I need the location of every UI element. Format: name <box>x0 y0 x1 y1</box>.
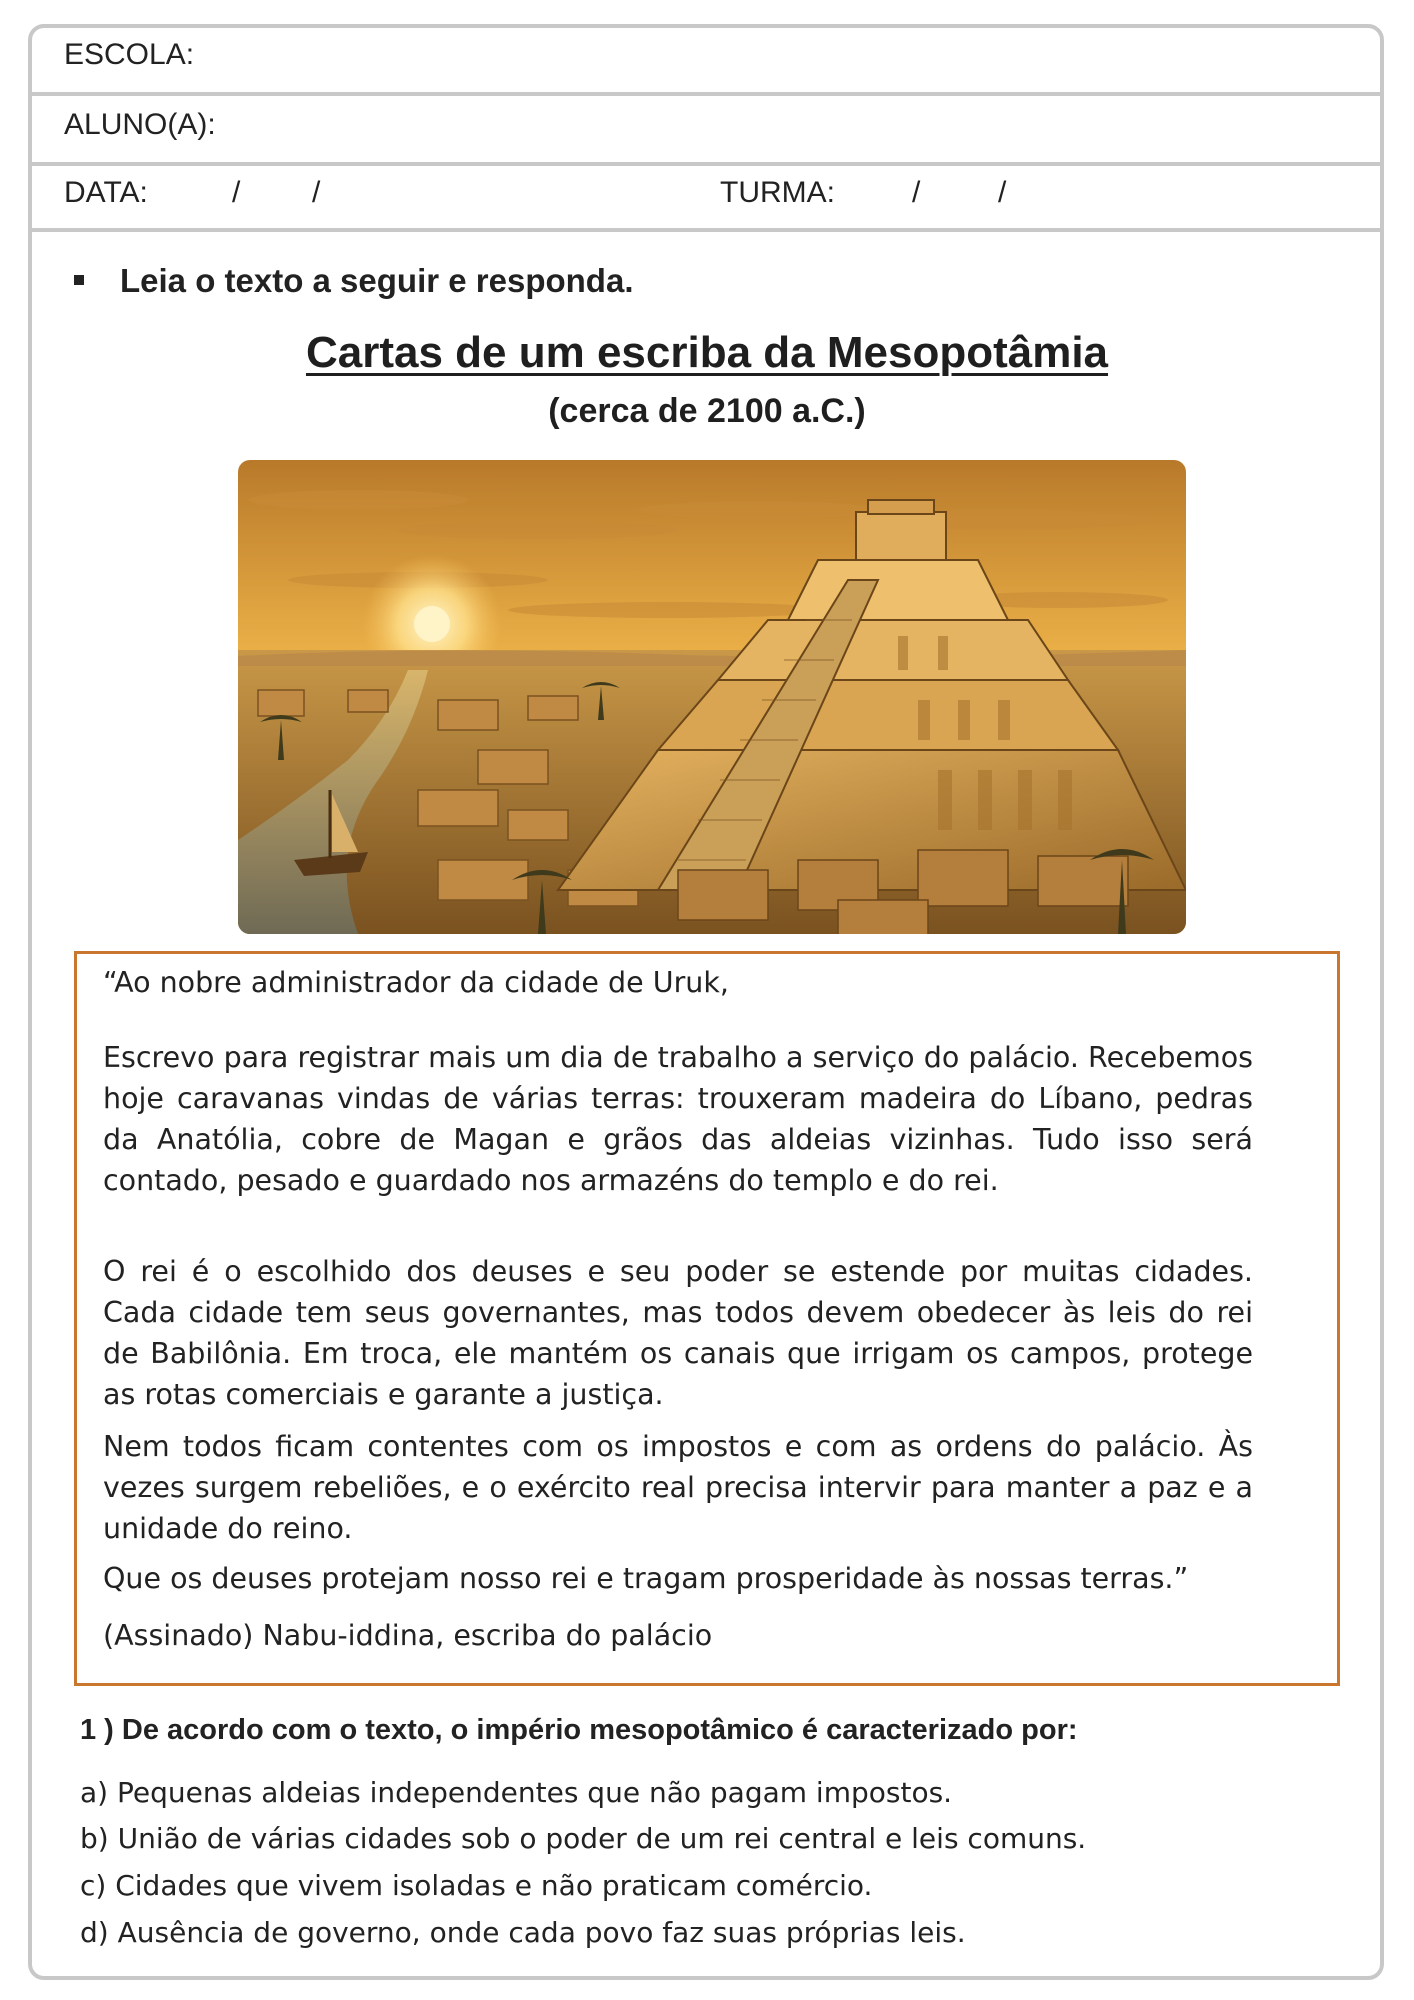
header-row-escola <box>28 24 1384 96</box>
letter-paragraph-4: Que os deuses protejam nosso rei e tragam prosperidade às nossas terras.” <box>103 1562 1189 1595</box>
turma-slash-2: / <box>998 176 1007 209</box>
ziggurat-illustration-svg <box>238 460 1186 934</box>
aluno-label: ALUNO(A): <box>64 108 216 141</box>
letter-paragraph-2: O rei é o escolhido dos deuses e seu poder se estende por muitas cidades. Cada cidade tem seus governantes, mas todos devem obedecer às leis do rei de Babilônia. Em troca, ele mantém os canais que irrigam os campos, protege as rotas comerciais e garante a justiça. <box>103 1255 1253 1411</box>
option-b[interactable]: b) União de várias cidades sob o poder de um rei central e leis comuns. <box>80 1822 1087 1855</box>
letter-paragraph-1: Escrevo para registrar mais um dia de trabalho a serviço do palácio. Recebemos hoje caravanas vindas de várias terras: trouxeram madeira do Líbano, pedras da Anatólia, cobre de Magan e grãos das aldeias vizinhas. Tudo isso será contado, pesado e guardado nos armazéns do templo e do rei. <box>103 1041 1253 1197</box>
letter-signature: (Assinado) Nabu-iddina, escriba do palácio <box>103 1619 713 1652</box>
question-1: 1 ) De acordo com o texto, o império mesopotâmico é caracterizado por: <box>80 1714 1078 1746</box>
escola-label: ESCOLA: <box>64 38 195 71</box>
option-a[interactable]: a) Pequenas aldeias independentes que não pagam impostos. <box>80 1776 953 1809</box>
bullet-icon <box>74 275 84 285</box>
data-slash-2: / <box>312 176 321 209</box>
option-c[interactable]: c) Cidades que vivem isoladas e não praticam comércio. <box>80 1869 873 1902</box>
letter-paragraph-3: Nem todos ficam contentes com os impostos e com as ordens do palácio. Às vezes surgem rebeliões, e o exército real precisa intervir para manter a paz e a unidade do reino. <box>103 1430 1253 1545</box>
option-d[interactable]: d) Ausência de governo, onde cada povo faz suas próprias leis. <box>80 1916 966 1949</box>
turma-label: TURMA: <box>720 176 835 209</box>
instruction-text: Leia o texto a seguir e responda. <box>120 262 634 299</box>
data-slash-1: / <box>232 176 241 209</box>
instruction <box>74 262 633 300</box>
letter-box <box>74 951 1340 1686</box>
page-subtitle: (cerca de 2100 a.C.) <box>548 392 866 430</box>
page-title: Cartas de um escriba da Mesopotâmia <box>305 328 1109 377</box>
data-label: DATA: <box>64 176 148 209</box>
turma-slash-1: / <box>912 176 921 209</box>
letter-greeting: “Ao nobre administrador da cidade de Uruk, <box>103 966 729 999</box>
header-row-aluno <box>28 96 1384 166</box>
ziggurat-illustration <box>238 460 1186 934</box>
